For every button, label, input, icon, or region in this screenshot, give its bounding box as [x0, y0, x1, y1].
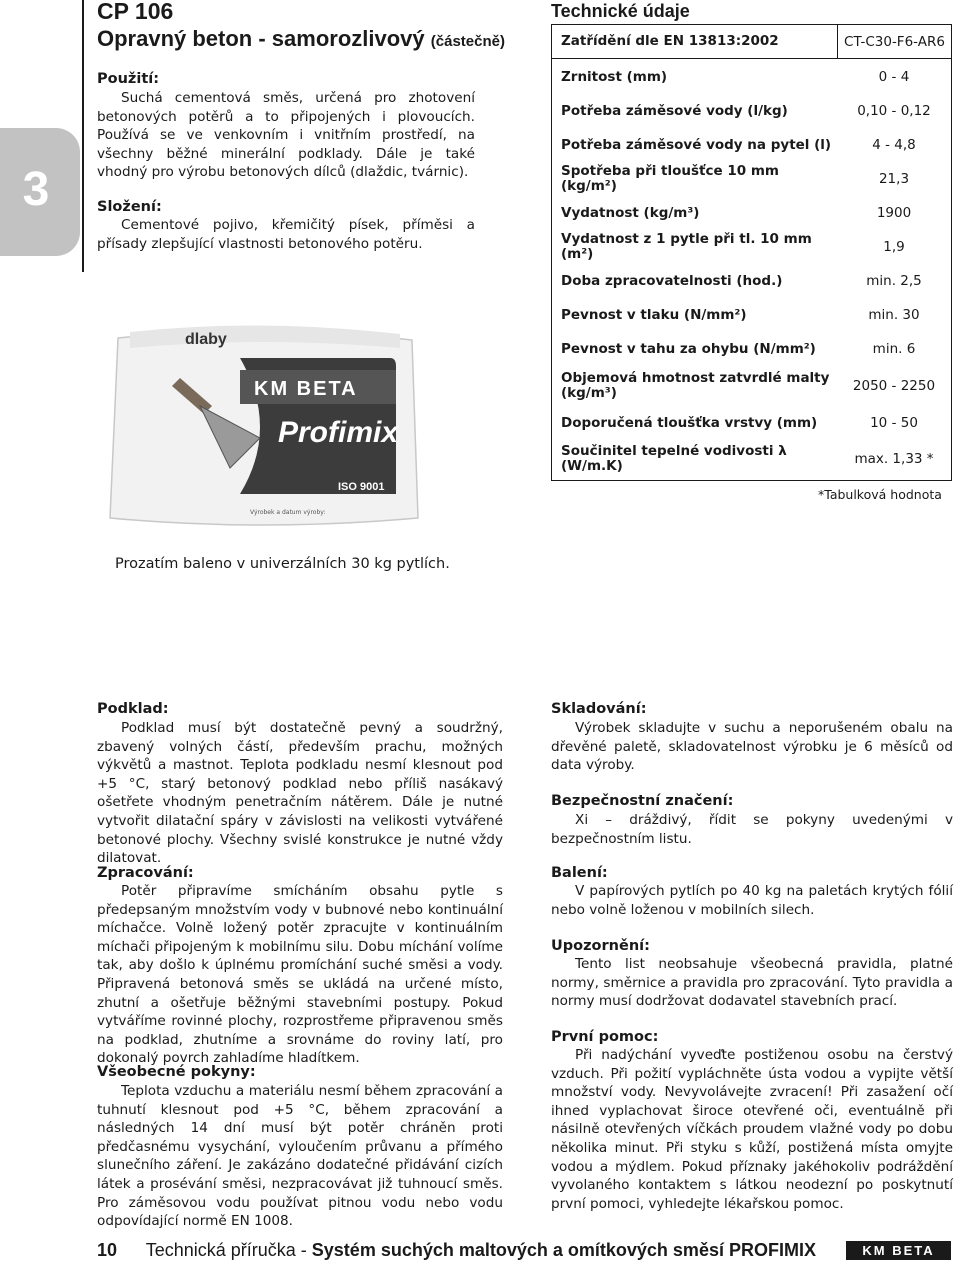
substrate-text: Podklad musí být dostatečně pevný a soudržný, zbavený volných částí, především prachu, možných výkvětů a mastnot. Teplota podkladu nesmí klesnout pod +5 °C, starý betonový podklad nebo příliš nasákavý ošetřete vhodným penetračním nátěrem. Dále je nutné vytvořit dilatační spáry v závislosti na velikosti vytvářené betonové plochy. Všechny svislé konstrukce je nutné vždy dilatovat. — [97, 720, 503, 867]
substrate-heading: Podklad: — [97, 701, 169, 717]
tech-row — [552, 303, 951, 327]
notice-text: Tento list neobsahuje všeobecná pravidla, platné normy, směrnice a pravidla pro zpracování. Tyto pravidla a normy musí dodržovat dodavatel stavebních prací. — [551, 956, 953, 1010]
tech-row-label: Objemová hmotnost zatvrdlé malty (kg/m³) — [561, 370, 830, 401]
tech-row-label: Pevnost v tlaku (N/mm²) — [561, 306, 747, 323]
tech-row-label: Vydatnost z 1 pytle při tl. 10 mm (m²) — [561, 231, 812, 262]
tech-row-label: Pevnost v tahu za ohybu (N/mm²) — [561, 340, 816, 357]
product-bag-image — [100, 318, 422, 538]
tech-row-label: Doba zpracovatelnosti (hod.) — [561, 272, 783, 289]
footer-book: Technická příručka - — [145, 1240, 312, 1260]
tech-title: Technické údaje — [551, 1, 690, 21]
tech-row-value: 1,9 — [883, 239, 905, 255]
tech-row — [552, 368, 951, 404]
bag-top-text: dlaby — [185, 331, 227, 348]
processing-text: Potěr připravíme smícháním obsahu pytle s předepsaným množstvím vody v bubnové nebo kontinuální míchačce. Volně ložený potěr zpracujte v kontinuálním míchači připojeným k mobilnímu silu. Dobu míchání volíme tak, aby došlo k úplnému promíchání suché směsi a vody. Připravená betonová směs se ukládá na určené místo, zhutní a ošetřuje běžnými stavebními postupy. Pokud vytváříme rovinné plochy, rozprostřeme připravenou směs na podklad, zhutníme a srovnáme do roviny latí, pro dokonalý povrch zahladíme hladítkem. — [97, 883, 503, 1067]
composition-heading: Složení: — [97, 199, 162, 215]
composition-text: Cementové pojivo, křemičitý písek, příměsi a přísady zlepšující vlastnosti betonového potěru. — [97, 217, 475, 252]
bag-cert: ISO 9001 — [338, 481, 385, 493]
packing-heading: Balení: — [551, 865, 608, 881]
tech-row — [552, 411, 951, 435]
bag-product: Profimix — [278, 416, 399, 449]
tech-row — [552, 99, 951, 123]
tech-row-label: Zatřídění dle EN 13813:2002 — [561, 33, 779, 49]
tech-row-value: 0 - 4 — [878, 69, 910, 85]
tech-row-label: Vydatnost (kg/m³) — [561, 204, 700, 221]
product-title-suffix: (částečně) — [430, 33, 505, 50]
tech-row — [552, 25, 951, 59]
tech-row-label: Zrnitost (mm) — [561, 68, 668, 85]
tech-row — [552, 337, 951, 361]
tech-row-value: min. 2,5 — [866, 273, 922, 289]
tech-row-value: 4 - 4,8 — [872, 137, 916, 153]
bag-small-text: Výrobek a datum výroby: — [250, 509, 326, 516]
product-title — [97, 26, 505, 55]
tech-row-value: 2050 - 2250 — [852, 378, 936, 394]
storage-heading: Skladování: — [551, 701, 647, 717]
chapter-number: 3 — [22, 163, 50, 216]
km-beta-logo: KM BETA — [846, 1241, 951, 1260]
divider-line — [82, 0, 84, 272]
tech-row-value: 10 - 50 — [870, 415, 918, 431]
tech-row-value: min. 30 — [868, 307, 920, 323]
tech-row-value: max. 1,33 * — [854, 451, 934, 467]
tech-row-label: Potřeba záměsové vody (l/kg) — [561, 102, 788, 119]
use-heading: Použití: — [97, 71, 160, 87]
tech-row — [552, 269, 951, 293]
tech-footnote: *Tabulková hodnota — [818, 487, 942, 502]
tech-row-label: Součinitel tepelné vodivosti λ (W/m.K) — [561, 443, 787, 474]
safety-text: Xi – dráždivý, řídit se pokyny uvedenými v bezpečnostním listu. — [551, 812, 953, 847]
tech-row-value: 21,3 — [878, 171, 910, 187]
tech-row — [552, 163, 951, 194]
tech-row — [552, 65, 951, 89]
tech-row-value: min. 6 — [872, 341, 916, 357]
tech-row-value: 0,10 - 0,12 — [857, 103, 931, 119]
tech-table — [551, 24, 952, 481]
general-text: Teplota vzduchu a materiálu nesmí během zpracování a tuhnutí klesnout pod +5 °C, během zpracování a následných 14 dní musí být potěr chráněn proti předčasnému vysychání, vyloučením průvanu a přímého slunečního záření. Je zakázáno dodatečné přidávání cizích látek a prosévání směsi, nezpracovávat již tuhnoucí směs. Pro záměsovou vodu používat pitnou vodu nebo vodu odpovídající normě EN 1008. — [97, 1083, 503, 1230]
safety-heading: Bezpečnostní značení: — [551, 793, 734, 809]
product-code: CP 106 — [97, 0, 174, 24]
storage-text: Výrobek skladujte v suchu a neporušeném obalu na dřevěné paletě, skladovatelnost výrobku je 6 měsíců od data výroby. — [551, 720, 953, 774]
general-heading: Všeobecné pokyny: — [97, 1064, 256, 1080]
processing-heading: Zpracování: — [97, 865, 194, 881]
notice-heading: Upozornění: — [551, 938, 650, 954]
first-aid-text: Při nadýchání vyveďte postiženou osobu na čerstvý vzduch. Při požití vypláchněte ústa vodou a vypijte větší množství vody. Nevyvolávejte zvracení! Při zasažení očí ihned vyplachovat široce otevřené oči, eventuálně při násilně otevřených víčkách proudem vlažné vody po dobu několika minut. Při styku s kůží, postižená místa omyjte vodou a mýdlem. Pokud příznaky jakéhokoliv podráždění vyvolaného kontaktem s látkou neodezní po poskytnutí první pomoci, vyhledejte lékařskou pomoc. — [551, 1047, 953, 1212]
first-aid-heading: První pomoc: — [551, 1029, 659, 1045]
tech-row-label: Doporučená tloušťka vrstvy (mm) — [561, 414, 818, 431]
chapter-tab — [0, 128, 80, 256]
packing-text: V papírových pytlích po 40 kg na paletách krytých fólií nebo volně loženou v mobilních silech. — [551, 883, 953, 918]
page-footer — [97, 1240, 816, 1261]
tech-row-label: Potřeba záměsové vody na pytel (l) — [561, 136, 832, 153]
use-text: Suchá cementová směs, určená pro zhotovení betonových potěrů a to připojených i plovoucích. Používá se ve venkovním i vnitřním prostředí, na všechny běžné minerální podklady. Dále je také vhodný pro výrobu betonových dílců (dlaždic, tvárnic). — [97, 90, 475, 181]
page-number: 10 — [97, 1240, 118, 1260]
tech-row-label: Spotřeba při tloušťce 10 mm (kg/m²) — [561, 163, 779, 194]
tech-row — [552, 441, 951, 477]
footer-series: Systém suchých maltových a omítkových směsí PROFIMIX — [311, 1240, 816, 1260]
tech-row — [552, 133, 951, 157]
product-title-name: Opravný beton - samorozlivový — [97, 26, 425, 51]
tech-row-value: CT-C30-F6-AR6 — [837, 25, 951, 58]
bag-brand: KM BETA — [254, 378, 358, 400]
tech-row — [552, 231, 951, 262]
tech-row-value: 1900 — [876, 205, 912, 221]
packaging-caption: Prozatím baleno v univerzálních 30 kg pytlích. — [115, 556, 450, 572]
tech-row — [552, 201, 951, 225]
